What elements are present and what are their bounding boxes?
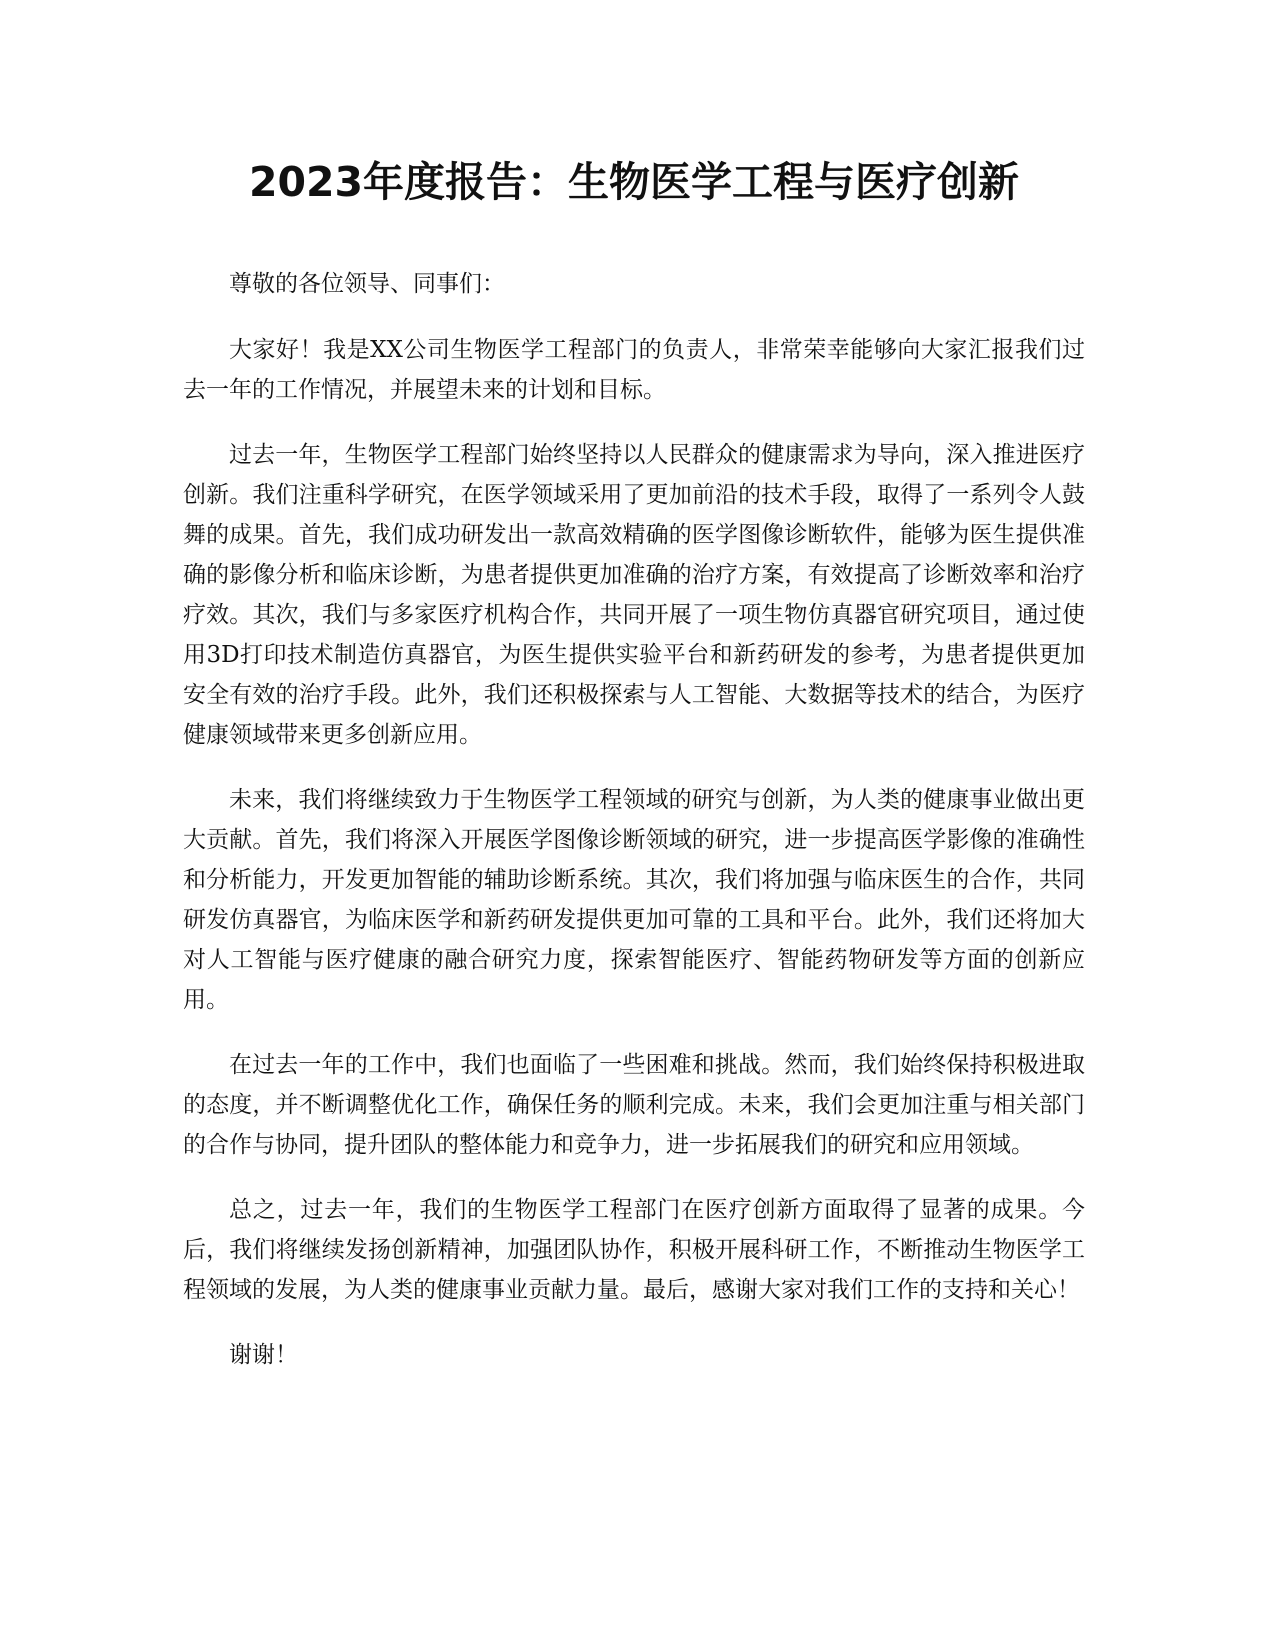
paragraph-challenges: 在过去一年的工作中，我们也面临了一些困难和挑战。然而，我们始终保持积极进取的态度，并不断调整优化工作，确保任务的顺利完成。未来，我们会更加注重与相关部门的合作与协同，提升团队的整体能力和竞争力，进一步拓展我们的研究和应用领域。	[183, 1052, 1085, 1158]
salutation: 尊敬的各位领导、同事们：	[229, 271, 505, 297]
document-body	[183, 264, 1085, 1375]
document-title: 2023年度报告：生物医学工程与医疗创新	[248, 158, 1020, 206]
paragraph-intro: 大家好！我是XX公司生物医学工程部门的负责人，非常荣幸能够向大家汇报我们过去一年的工作情况，并展望未来的计划和目标。	[183, 337, 1085, 403]
paragraph-summary: 总之，过去一年，我们的生物医学工程部门在医疗创新方面取得了显著的成果。今后，我们将继续发扬创新精神，加强团队协作，积极开展科研工作，不断推动生物医学工程领域的发展，为人类的健康事业贡献力量。最后，感谢大家对我们工作的支持和关心！	[183, 1197, 1085, 1303]
paragraph-past-year: 过去一年，生物医学工程部门始终坚持以人民群众的健康需求为导向，深入推进医疗创新。我们注重科学研究，在医学领域采用了更加前沿的技术手段，取得了一系列令人鼓舞的成果。首先，我们成功研发出一款高效精确的医学图像诊断软件，能够为医生提供准确的影像分析和临床诊断，为患者提供更加准确的治疗方案，有效提高了诊断效率和治疗疗效。其次，我们与多家医疗机构合作，共同开展了一项生物仿真器官研究项目，通过使用3D打印技术制造仿真器官，为医生提供实验平台和新药研发的参考，为患者提供更加安全有效的治疗手段。此外，我们还积极探索与人工智能、大数据等技术的结合，为医疗健康领域带来更多创新应用。	[183, 442, 1085, 748]
closing-thanks: 谢谢！	[229, 1342, 298, 1368]
paragraph-future-plans: 未来，我们将继续致力于生物医学工程领域的研究与创新，为人类的健康事业做出更大贡献。首先，我们将深入开展医学图像诊断领域的研究，进一步提高医学影像的准确性和分析能力，开发更加智能的辅助诊断系统。其次，我们将加强与临床医生的合作，共同研发仿真器官，为临床医学和新药研发提供更加可靠的工具和平台。此外，我们还将加大对人工智能与医疗健康的融合研究力度，探索智能医疗、智能药物研发等方面的创新应用。	[183, 787, 1085, 1013]
